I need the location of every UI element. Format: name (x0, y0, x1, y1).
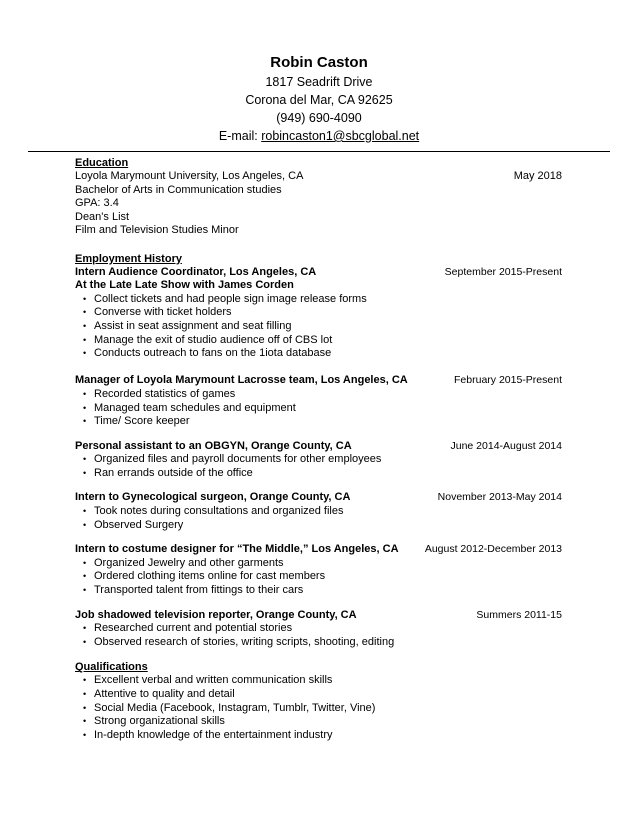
job-title-row (75, 440, 562, 454)
list-item: • Took notes during consultations and organized files (75, 505, 562, 519)
list-item: • Organized files and payroll documents for other employees (75, 453, 562, 467)
list-item: • Transported talent from fittings to their cars (75, 584, 562, 598)
job-title: Manager of Loyola Marymount Lacrosse team, Los Angeles, CA (75, 374, 408, 387)
education-degree: Bachelor of Arts in Communication studies (75, 183, 282, 196)
list-item: • Strong organizational skills (75, 715, 562, 729)
list-item: • Conducts outreach to fans on the 1iota database (75, 347, 562, 361)
list-item: • Managed team schedules and equipment (75, 402, 562, 416)
phone-number: (949) 690-4090 (276, 111, 362, 125)
education-gpa: GPA: 3.4 (75, 197, 119, 210)
job-title-row (75, 374, 562, 388)
job-subtitle: At the Late Late Show with James Corden (75, 279, 294, 292)
street-address: 1817 Seadrift Drive (265, 75, 373, 89)
job-date: November 2013-May 2014 (437, 491, 562, 504)
job-duties-list (75, 505, 562, 532)
job-spacer (75, 361, 562, 375)
education-school: Loyola Marymount University, Los Angeles, CA (75, 170, 304, 182)
list-item: • Observed Surgery (75, 519, 562, 533)
job-duties-list (75, 453, 562, 480)
education-date: May 2018 (513, 170, 562, 182)
job-title: Job shadowed television reporter, Orange County, CA (75, 608, 357, 621)
job-date: June 2014-August 2014 (450, 439, 562, 452)
education-school-row (75, 170, 562, 184)
job-title-row (75, 266, 562, 280)
job-title: Intern to Gynecological surgeon, Orange County, CA (75, 491, 351, 504)
job-title-row (75, 609, 562, 623)
job-spacer (75, 532, 562, 543)
job-duties-list (75, 293, 562, 361)
qualifications-heading: Qualifications (75, 661, 148, 674)
list-item: • Researched current and potential stories (75, 622, 562, 636)
list-item: • Organized Jewelry and other garments (75, 557, 562, 571)
city-state-zip: Corona del Mar, CA 92625 (245, 93, 393, 107)
employment-heading: Employment History (75, 252, 182, 265)
job-title: Personal assistant to an OBGYN, Orange County, CA (75, 439, 352, 452)
list-item: • Ran errands outside of the office (75, 467, 562, 481)
header-divider (28, 151, 610, 152)
list-item: • Observed research of stories, writing scripts, shooting, editing (75, 636, 562, 650)
list-item: • Social Media (Facebook, Instagram, Tumblr, Twitter, Vine) (75, 702, 562, 716)
job-spacer (75, 429, 562, 440)
list-item: • Time/ Score keeper (75, 415, 562, 429)
list-item: • Recorded statistics of games (75, 388, 562, 402)
email-link[interactable]: robincaston1@sbcglobal.net (261, 129, 420, 143)
education-heading: Education (75, 157, 129, 169)
qualifications-list (75, 674, 562, 742)
education-minor: Film and Television Studies Minor (75, 224, 239, 237)
list-item: • Excellent verbal and written communication skills (75, 674, 562, 688)
section-spacer (75, 238, 562, 252)
applicant-name: Robin Caston (270, 54, 368, 71)
resume-body (75, 156, 562, 742)
list-item: • Ordered clothing items online for cast members (75, 570, 562, 584)
job-duties-list (75, 622, 562, 649)
section-spacer (75, 649, 562, 660)
list-item: • Converse with ticket holders (75, 306, 562, 320)
job-title: Intern to costume designer for “The Middle,” Los Angeles, CA (75, 543, 399, 556)
list-item: • Collect tickets and had people sign image release forms (75, 293, 562, 307)
resume-header (0, 53, 638, 145)
job-title-row (75, 491, 562, 505)
job-duties-list (75, 388, 562, 429)
education-deans-list: Dean's List (75, 210, 130, 223)
job-date: September 2015-Present (444, 265, 562, 278)
job-duties-list (75, 557, 562, 598)
list-item: • Manage the exit of studio audience off of CBS lot (75, 334, 562, 348)
job-date: August 2012-December 2013 (424, 543, 562, 556)
job-spacer (75, 598, 562, 609)
job-title-row (75, 543, 562, 557)
list-item: • Assist in seat assignment and seat filling (75, 320, 562, 334)
email-label: E-mail: (218, 129, 262, 143)
job-spacer (75, 480, 562, 491)
list-item: • Attentive to quality and detail (75, 688, 562, 702)
email-line (0, 127, 638, 145)
job-date: Summers 2011-15 (476, 608, 562, 621)
list-item: • In-depth knowledge of the entertainment industry (75, 729, 562, 743)
job-date: February 2015-Present (454, 374, 562, 387)
job-title: Intern Audience Coordinator, Los Angeles, CA (75, 265, 317, 278)
